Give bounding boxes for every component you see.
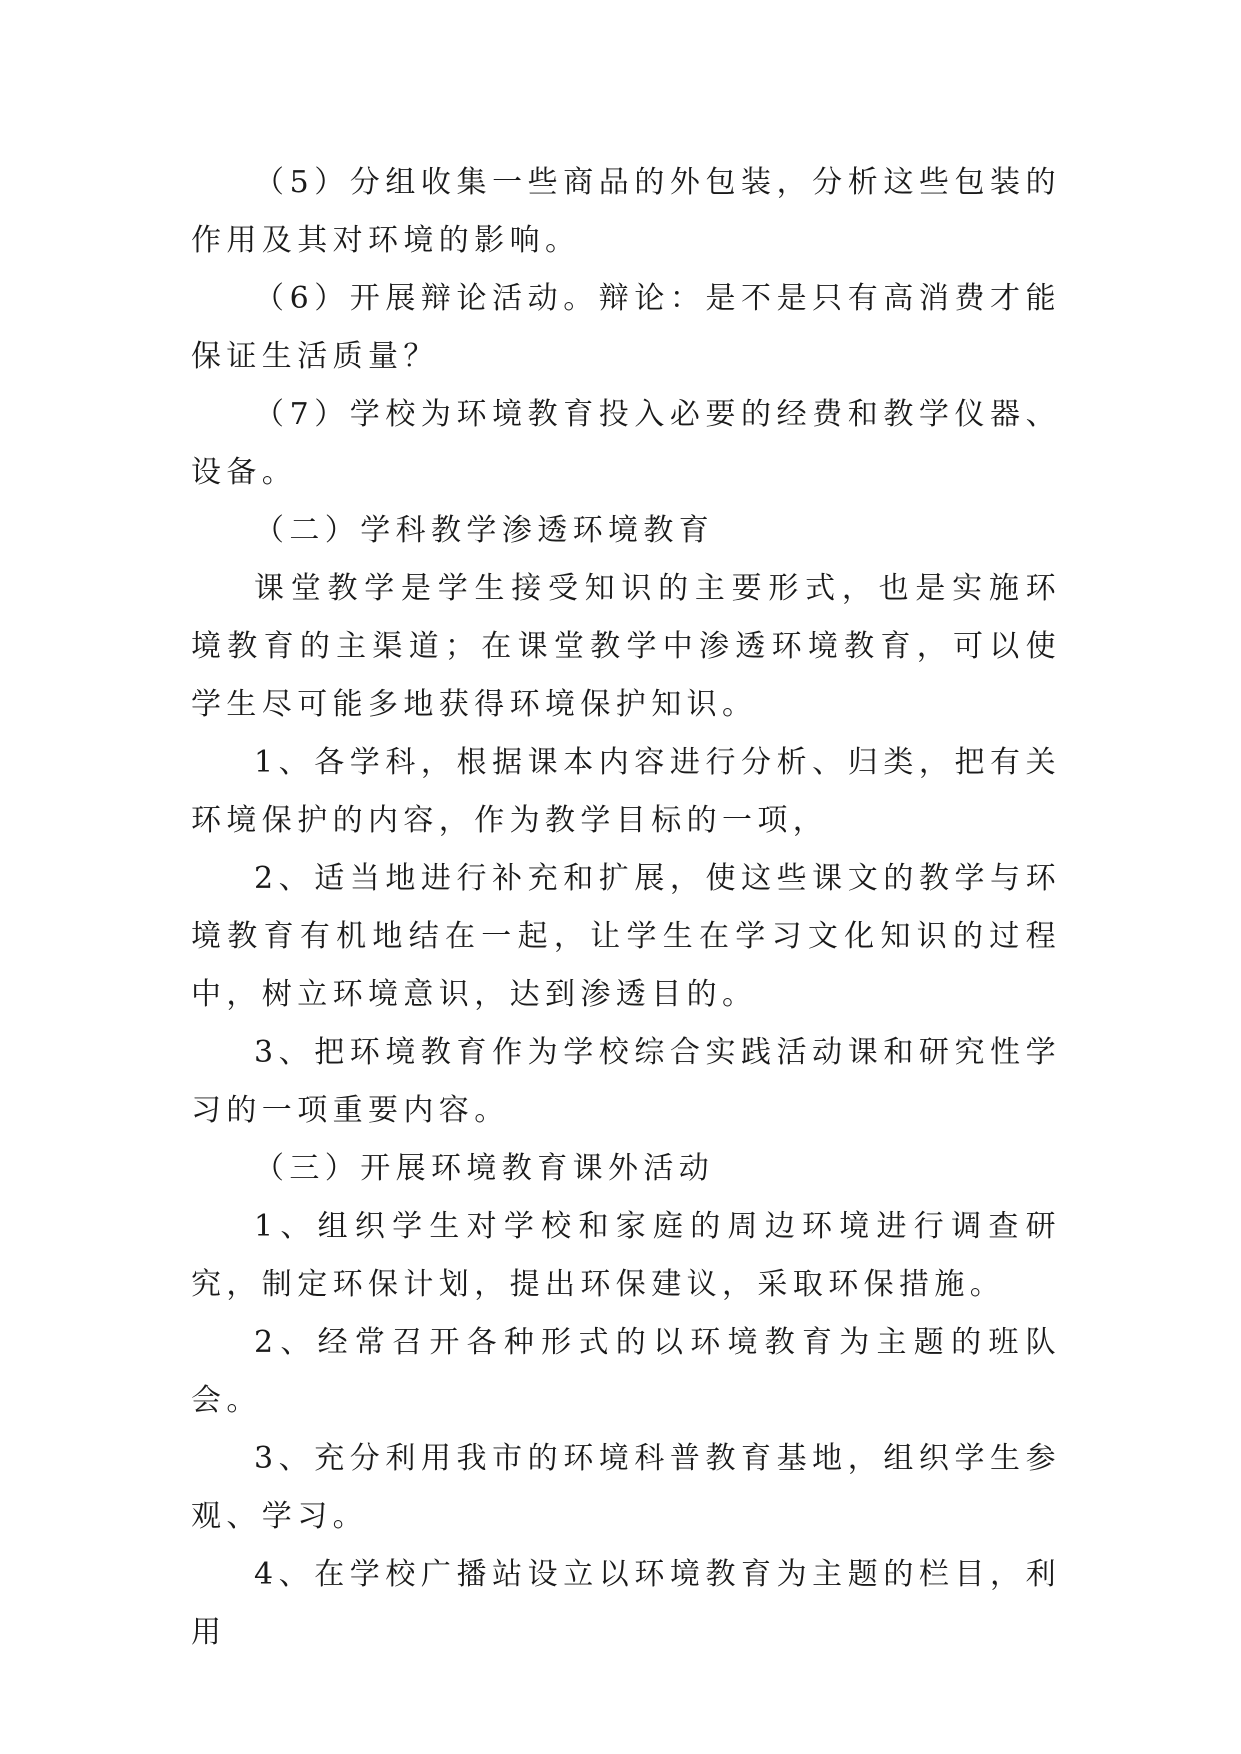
section-heading-2: （二）学科教学渗透环境教育 [254,513,715,548]
paragraph-subject-2: 2、适当地进行补充和扩展，使这些课文的教学与环境教育有机地结在一起，让学生在学习文化知识的过程中，树立环境意识，达到渗透目的。 [191,861,1061,1012]
paragraph-activity-1: 1、组织学生对学校和家庭的周边环境进行调查研究，制定环保计划，提出环保建议，采取环保措施。 [191,1209,1061,1302]
paragraph-subject-3: 3、把环境教育作为学校综合实践活动课和研究性学习的一项重要内容。 [191,1035,1061,1128]
paragraph-item-6: （6）开展辩论活动。辩论：是不是只有高消费才能保证生活质量？ [191,281,1061,374]
paragraph-classroom-teaching: 课堂教学是学生接受知识的主要形式，也是实施环境教育的主渠道；在课堂教学中渗透环境教育，可以使学生尽可能多地获得环境保护知识。 [191,571,1061,722]
document-body [191,154,1061,1662]
paragraph-item-5: （5）分组收集一些商品的外包装，分析这些包装的作用及其对环境的影响。 [191,165,1061,258]
section-heading-3: （三）开展环境教育课外活动 [254,1151,715,1186]
paragraph-activity-3: 3、充分利用我市的环境科普教育基地，组织学生参观、学习。 [191,1441,1061,1534]
paragraph-activity-4: 4、在学校广播站设立以环境教育为主题的栏目，利用 [191,1557,1061,1650]
paragraph-activity-2: 2、经常召开各种形式的以环境教育为主题的班队会。 [191,1325,1061,1418]
paragraph-item-7: （7）学校为环境教育投入必要的经费和教学仪器、设备。 [191,397,1061,490]
paragraph-subject-1: 1、各学科，根据课本内容进行分析、归类，把有关环境保护的内容，作为教学目标的一项， [191,745,1061,838]
